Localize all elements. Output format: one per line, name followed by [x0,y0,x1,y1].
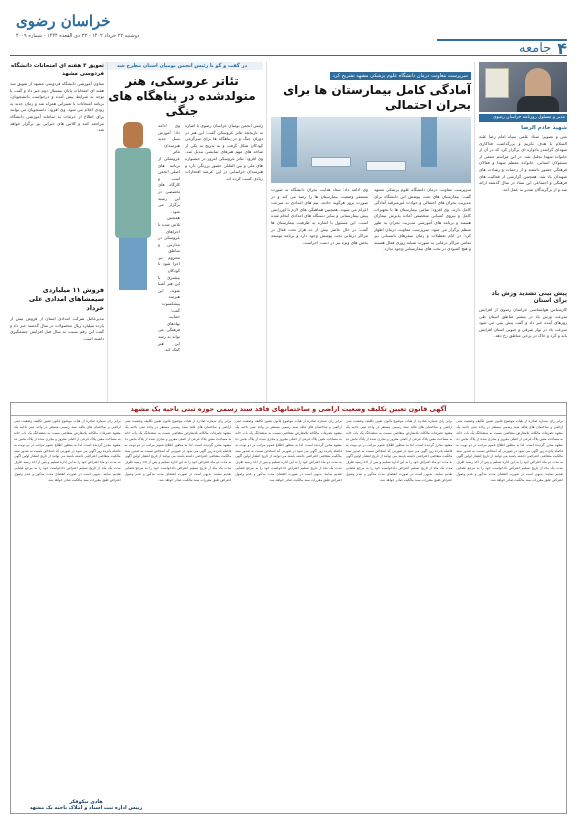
puppet-body [115,148,151,238]
hospital-col-2: وی ادامه داد: ستاد هدایت بحران دانشگاه به صورت مستمر وضعیت بیمارستان ها را رصد می کند و در صورت بروز هرگونه حادثه، تیم های امدادی به سرعت اعزام می شوند. همچنین هماهنگی های لازم با اورژانس پیش بیمارستانی و سایر دستگاه های امدادی انجام شده است. این مسئول با اشاره به ظرفیت بیمارستان ها گفت: در حال حاضر بیش از ده هزار تخت فعال در مراکز درمانی تحت پوشش وجود دارد و برنامه توسعه بخش های ویژه نیز در دست اجراست. [271,187,368,245]
section-bar [437,39,567,56]
page-number: ۴ [557,39,567,58]
theatre-kicker: در گفت و گو با رئیس انجمن بومیان استان مطرح شد [101,62,263,70]
profile-column [479,62,567,402]
portrait-suit [517,96,559,112]
notice-columns [11,416,566,796]
puppet-head [123,122,143,148]
photo-curtain [281,117,297,167]
hospital-photo [271,117,471,183]
content-area [10,62,567,402]
puppet-legs [119,238,147,290]
legal-notice [10,402,567,814]
page-header [10,6,567,56]
column-divider [474,62,475,402]
notice-col: برابر رای شماره صادره از هیات موضوع قانون تعیین تکلیف وضعیت ثبتی اراضی و ساختمان های فاقد سند رسمی مستقر در واحد ثبتی ناحیه یک مشهد تصرفات مالکانه بلامعارض متقاضی نسبت به ششدانگ یک باب خانه به مساحت معین پلاک فرعی از اصلی مفروز و مجزی شده از پلاک بخش ده مشهد محرز گردیده است. لذا به منظور اطلاع عموم مراتب در دو نوبت به فاصله پانزده روز آگهی می شود در صورتی که اشخاص نسبت به صدور سند مالکیت متقاضی اعتراضی داشته باشند می توانند از تاریخ انتشار اولین آگهی به مدت دو ماه اعتراض خود را به این اداره تسلیم و پس از اخذ رسید ظرف مدت یک ماه از تاریخ تسلیم اعتراض دادخواست خود را به مرجع قضایی تقدیم نمایند. بدیهی است در صورت انقضای مدت مذکور و عدم وصول اعتراض طبق مقررات سند مالکیت صادر خواهد شد. [456,419,563,483]
theatre-headline: تئاتر عروسکی، هنر متولدشده در پناهگاه های جنگی [108,74,256,118]
hospital-columns [271,187,471,383]
left-column [10,62,104,402]
theatre-story [101,62,263,402]
section-name: جامعه [519,41,552,56]
notice-col: برابر رای شماره صادره از هیات موضوع قانون تعیین تکلیف وضعیت ثبتی اراضی و ساختمان های فاقد سند رسمی مستقر در واحد ثبتی ناحیه یک مشهد تصرفات مالکانه بلامعارض متقاضی نسبت به ششدانگ یک باب خانه به مساحت معین پلاک فرعی از اصلی مفروز و مجزی شده از پلاک بخش ده مشهد محرز گردیده است. لذا به منظور اطلاع عموم مراتب در دو نوبت به فاصله پانزده روز آگهی می شود در صورتی که اشخاص نسبت به صدور سند مالکیت متقاضی اعتراضی داشته باشند می توانند از تاریخ انتشار اولین آگهی به مدت دو ماه اعتراض خود را به این اداره تسلیم و پس از اخذ رسید ظرف مدت یک ماه از تاریخ تسلیم اعتراض دادخواست خود را به مرجع قضایی تقدیم نمایند. بدیهی است در صورت انقضای مدت مذکور و عدم وصول اعتراض طبق مقررات سند مالکیت صادر خواهد شد. [124,419,232,483]
weather-headline: پیش بینی تشدید وزش باد برای استان [491,290,567,304]
notice-col: برابر رای شماره صادره از هیات موضوع قانون تعیین تکلیف وضعیت ثبتی اراضی و ساختمان های فاقد سند رسمی مستقر در واحد ثبتی ناحیه یک مشهد تصرفات مالکانه بلامعارض متقاضی نسبت به ششدانگ یک باب خانه به مساحت معین پلاک فرعی از اصلی مفروز و مجزی شده از پلاک بخش ده مشهد محرز گردیده است. لذا به منظور اطلاع عموم مراتب در دو نوبت به فاصله پانزده روز آگهی می شود در صورتی که اشخاص نسبت به صدور سند مالکیت متقاضی اعتراضی داشته باشند می توانند از تاریخ انتشار اولین آگهی به مدت دو ماه اعتراض خود را به این اداره تسلیم و پس از اخذ رسید ظرف مدت یک ماه از تاریخ تسلیم اعتراض دادخواست خود را به مرجع قضایی تقدیم نمایند. بدیهی است در صورت انقضای مدت مذکور و عدم وصول اعتراض طبق مقررات سند مالکیت صادر خواهد شد. [14,419,121,483]
notice-title: آگهی قانون تعیین تکلیف وضعیت اراضی و ساختمانهای فاقد سند رسمی حوزه ثبتی ناحیه یک مشهد [11,403,566,416]
exam-headline: تعویق ۳ هفته ای امتحانات دانشگاه فردوسی مشهد [11,63,104,77]
hospital-story [271,62,471,402]
notice-signature [21,799,151,811]
date-line: دوشنبه ۲۲ خرداد ۱۴۰۲ - ۲۲ ذی القعده ۱۴۴۴ - شماره ۴۰۰۹ [16,33,140,39]
sales-headline: فروش ۱۱ میلیاردی سیمشاهای امدادی علی خرداد [28,286,104,312]
theatre-col-1: رئیس انجمن بومیان خراسان رضوی با اشاره به تاریخچه تئاتر عروسکی گفت: این هنر در دوران جنگ و در پناهگاه ها برای سرگرمی کودکان شکل گرفت و به تدریج به یکی از شاخه های مهم هنرهای نمایشی تبدیل شد. وی افزود: تئاتر عروسکی امروز در جشنواره های ملی و بین المللی حضور پررنگی دارد و هنرمندان خراسانی در این عرصه افتخارات زیادی کسب کرده اند. [185,123,263,181]
photo-bed [366,161,406,171]
exam-body: معاون آموزشی دانشگاه فردوسی مشهد از تعویق سه هفته ای امتحانات پایان نیمسال دوم خبر داد و گفت با توجه به شرایط پیش آمده و درخواست دانشجویان، برنامه امتحانات با تغییراتی همراه شد و زمان جدید به زودی اعلام می شود. وی افزود: دانشجویان می توانند برای اطلاع از جزئیات به سامانه آموزشی دانشگاه مراجعه کنند و کلاس های جبرانی نیز برگزار خواهد شد. [10,81,104,133]
portrait-photo [479,62,567,112]
weather-body: کارشناس هواشناسی خراسان رضوی از افزایش سرعت وزش باد در بیشتر مناطق استان طی روزهای آینده خبر داد و گفت پیش بینی می شود سرعت باد در نوار شرقی و جنوبی استان افزایش یابد و گرد و خاک در برخی مناطق رخ دهد. [479,307,567,339]
signatory-name: هادی نیکوفکر [69,799,103,805]
newspaper-logo: خراسان رضوی [16,12,111,30]
notice-col: برابر رای شماره صادره از هیات موضوع قانون تعیین تکلیف وضعیت ثبتی اراضی و ساختمان های فاقد سند رسمی مستقر در واحد ثبتی ناحیه یک مشهد تصرفات مالکانه بلامعارض متقاضی نسبت به ششدانگ یک باب خانه به مساحت معین پلاک فرعی از اصلی مفروز و مجزی شده از پلاک بخش ده مشهد محرز گردیده است. لذا به منظور اطلاع عموم مراتب در دو نوبت به فاصله پانزده روز آگهی می شود در صورتی که اشخاص نسبت به صدور سند مالکیت متقاضی اعتراضی داشته باشند می توانند از تاریخ انتشار اولین آگهی به مدت دو ماه اعتراض خود را به این اداره تسلیم و پس از اخذ رسید ظرف مدت یک ماه از تاریخ تسلیم اعتراض دادخواست خود را به مرجع قضایی تقدیم نمایند. بدیهی است در صورت انقضای مدت مذکور و عدم وصول اعتراض طبق مقررات سند مالکیت صادر خواهد شد. [345,419,453,483]
hospital-headline: آمادگی کامل بیمارستان ها برای بحران احتمالی [283,83,471,112]
sales-body: مدیرعامل شرکت امدادی استان از فروش بیش از یازده میلیارد ریال محصولات در سال گذشته خبر داد و گفت این رقم نسبت به سال قبل افزایش چشمگیری داشته است. [10,316,104,341]
column-divider [107,62,108,402]
photo-curtain [421,117,437,167]
hospital-col-1: سرپرست معاونت درمان دانشگاه علوم پزشکی مشهد گفت: بیمارستان های تحت پوشش این دانشگاه برای مدیریت بحران های احتمالی و حوادث غیرمترقبه آمادگی کامل دارند. وی افزود: تمامی بیمارستان ها با تجهیزات کامل و نیروی انسانی متخصص آماده پذیرش بیماران هستند و برنامه های آموزشی مدیریت بحران به طور منظم برگزار می شود. سرپرست معاونت درمان اظهار کرد: در ایام تعطیلات و زمان سفرهای تابستانی نیز تمامی مراکز درمانی به صورت شبانه روزی فعال هستند و هیچ کمبودی در تخت های بیمارستانی وجود ندارد. [374,187,471,252]
theatre-col-2: وی ادامه داد: آموزش نسل جدید هنرمندان تئاتر عروسکی از برنامه های اصلی انجمن است و کارگاه های تخصصی در این زمینه برگزار می شود. همچنین تلاش شده تا اجراهای عروسکی در مدارس و مناطق محروم نیز اجرا شود تا کودکان بیشتری با این هنر آشنا شوند. این هنرمند پیشکسوت گفت: حمایت نهادهای فرهنگی می تواند به رشد این هنر کمک کند. [158,123,180,353]
puppet-figure-photo [107,122,159,292]
photo-caption: مدیر و مسئول روزنامه خراسان رضوی [479,114,567,122]
photo-bed [311,157,351,167]
framed-certificate [485,68,509,98]
hospital-kicker: سرپرست معاونت درمان دانشگاه علوم پزشکی مشهد تشریح کرد [330,72,471,80]
column-divider [266,62,267,402]
notice-col: برابر رای شماره صادره از هیات موضوع قانون تعیین تکلیف وضعیت ثبتی اراضی و ساختمان های فاقد سند رسمی مستقر در واحد ثبتی ناحیه یک مشهد تصرفات مالکانه بلامعارض متقاضی نسبت به ششدانگ یک باب خانه به مساحت معین پلاک فرعی از اصلی مفروز و مجزی شده از پلاک بخش ده مشهد محرز گردیده است. لذا به منظور اطلاع عموم مراتب در دو نوبت به فاصله پانزده روز آگهی می شود در صورتی که اشخاص نسبت به صدور سند مالکیت متقاضی اعتراضی داشته باشند می توانند از تاریخ انتشار اولین آگهی به مدت دو ماه اعتراض خود را به این اداره تسلیم و پس از اخذ رسید ظرف مدت یک ماه از تاریخ تسلیم اعتراض دادخواست خود را به مرجع قضایی تقدیم نمایند. بدیهی است در صورت انقضای مدت مذکور و عدم وصول اعتراض طبق مقررات سند مالکیت صادر خواهد شد. [235,419,342,483]
signatory-role: رییس اداره ثبت اسناد و املاک ناحیه یک مشهد [29,805,143,811]
profile-body: متن و تصویر: ستاد علمی سپاه امام رضا علیه السلام با هدف تکریم و بزرگداشت فداکاری شهدای گرانقدر یادواره ای برگزار کرد که در آن از خانواده شهدا تجلیل شد. در این مراسم جمعی از مسئولان استانی، خانواده معظم شهدا و فعالان فرهنگی حضور داشتند و از زحمات و رشادت های شهیدان یاد شد. همچنین گزارشی از فعالیت های فرهنگی و اجتماعی این ستاد در سال گذشته ارائه شد و از برگزیدگان تقدیر به عمل آمد. [479,134,567,192]
profile-byline: شهید خادم الرضا [521,125,567,131]
